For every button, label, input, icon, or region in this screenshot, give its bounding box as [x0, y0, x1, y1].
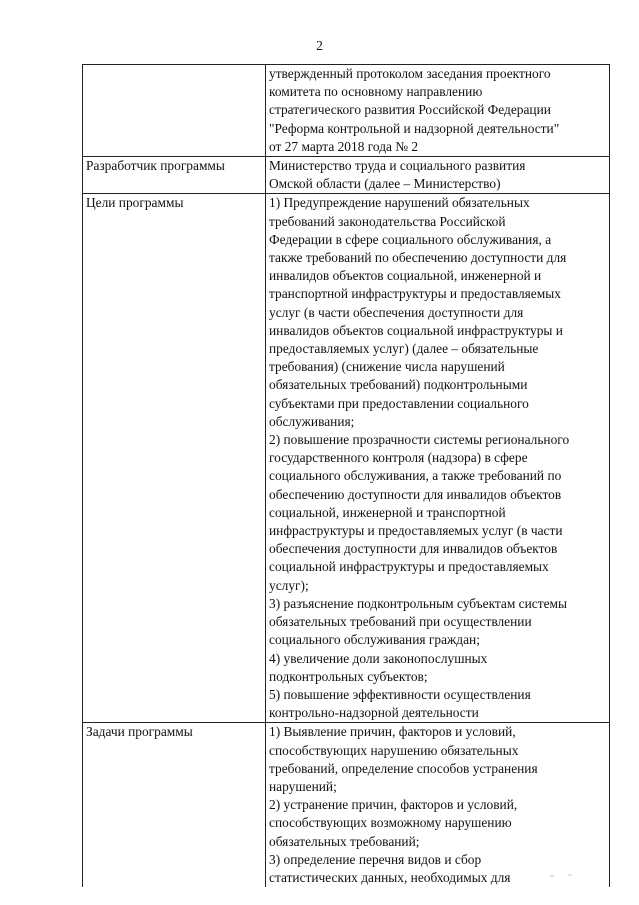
row-content — [266, 65, 610, 157]
content-line: также требований по обеспечению доступности для — [269, 250, 567, 266]
content-line: Федерации в сфере социального обслуживания, а — [269, 231, 552, 247]
content-line: контрольно-надзорной деятельности — [269, 705, 479, 721]
row-content — [266, 723, 610, 887]
content-line: 5) повышение эффективности осуществления — [269, 686, 531, 702]
content-line: утвержденный протоколом заседания проектного — [269, 66, 551, 81]
content-line: Омской области (далее – Министерство) — [269, 176, 501, 192]
content-line: "Реформа контрольной и надзорной деятельности" — [269, 120, 560, 136]
content-line: требований законодательства Российской — [269, 213, 506, 229]
content-line: государственного контроля (надзора) в сфере — [269, 450, 528, 466]
content-line: инвалидов объектов социальной, инженерной и — [269, 268, 542, 284]
row-content — [266, 157, 610, 194]
content-line: требования) (снижение числа нарушений — [269, 359, 505, 375]
row-label — [83, 65, 266, 157]
content-line: социальной инфраструктуры и предоставляемых — [269, 559, 549, 575]
scan-speck-mark — [548, 872, 578, 880]
content-line: 1) Предупреждение нарушений обязательных — [269, 195, 530, 211]
content-line: субъектами при предоставлении социального — [269, 395, 529, 411]
row-label-developer: Разработчик программы — [83, 157, 266, 194]
content-line: 1) Выявление причин, факторов и условий, — [269, 724, 516, 740]
row-content — [266, 194, 610, 723]
content-line: 3) разъяснение подконтрольным субъектам системы — [269, 595, 567, 611]
content-line: способствующих нарушению обязательных — [269, 742, 519, 758]
table-row — [83, 194, 610, 723]
content-line: способствующих возможному нарушению — [269, 815, 512, 831]
content-line: социальной, инженерной и транспортной — [269, 504, 506, 520]
content-line: социального обслуживания, а также требований по — [269, 468, 562, 484]
page-number: 2 — [316, 38, 323, 53]
table-row — [83, 157, 610, 194]
content-line: стратегического развития Российской Федерации — [269, 102, 551, 118]
content-line: подконтрольных субъектов; — [269, 668, 428, 684]
content-line: обязательных требований при осуществлении — [269, 614, 532, 630]
content-line: 2) устранение причин, факторов и условий, — [269, 797, 518, 813]
content-line: нарушений; — [269, 778, 337, 794]
content-line: социального обслуживания граждан; — [269, 632, 480, 648]
content-line: инфраструктуры и предоставляемых услуг (в части — [269, 523, 563, 539]
content-line: 2) повышение прозрачности системы регионального — [269, 432, 570, 448]
content-line: транспортной инфраструктуры и предоставляемых — [269, 286, 561, 302]
content-line: инвалидов объектов социальной инфраструктуры и — [269, 322, 563, 338]
content-line: 4) увеличение доли законопослушных — [269, 650, 488, 666]
program-passport-table — [82, 64, 610, 887]
content-line: обязательных требований; — [269, 833, 420, 849]
content-line: от 27 марта 2018 года № 2 — [269, 138, 419, 154]
content-line: Министерство труда и социального развития — [269, 158, 526, 174]
table-row — [83, 65, 610, 157]
content-line: 3) определение перечня видов и сбор — [269, 851, 482, 867]
content-line: требований, определение способов устранения — [269, 760, 538, 776]
content-line: предоставляемых услуг) (далее – обязательные — [269, 341, 539, 357]
content-line: обязательных требований) подконтрольными — [269, 377, 528, 393]
content-line: услуг (в части обеспечения доступности для — [269, 304, 524, 320]
content-line: обслуживания; — [269, 413, 355, 429]
row-label-goals: Цели программы — [83, 194, 266, 723]
table-row — [83, 723, 610, 887]
content-line: обеспечению доступности для инвалидов объектов — [269, 486, 562, 502]
content-line: услуг); — [269, 577, 309, 593]
row-label-tasks: Задачи программы — [83, 723, 266, 887]
content-line: комитета по основному направлению — [269, 84, 483, 100]
content-line: статистических данных, необходимых для — [269, 869, 511, 885]
content-line: обеспечения доступности для инвалидов объектов — [269, 541, 558, 557]
